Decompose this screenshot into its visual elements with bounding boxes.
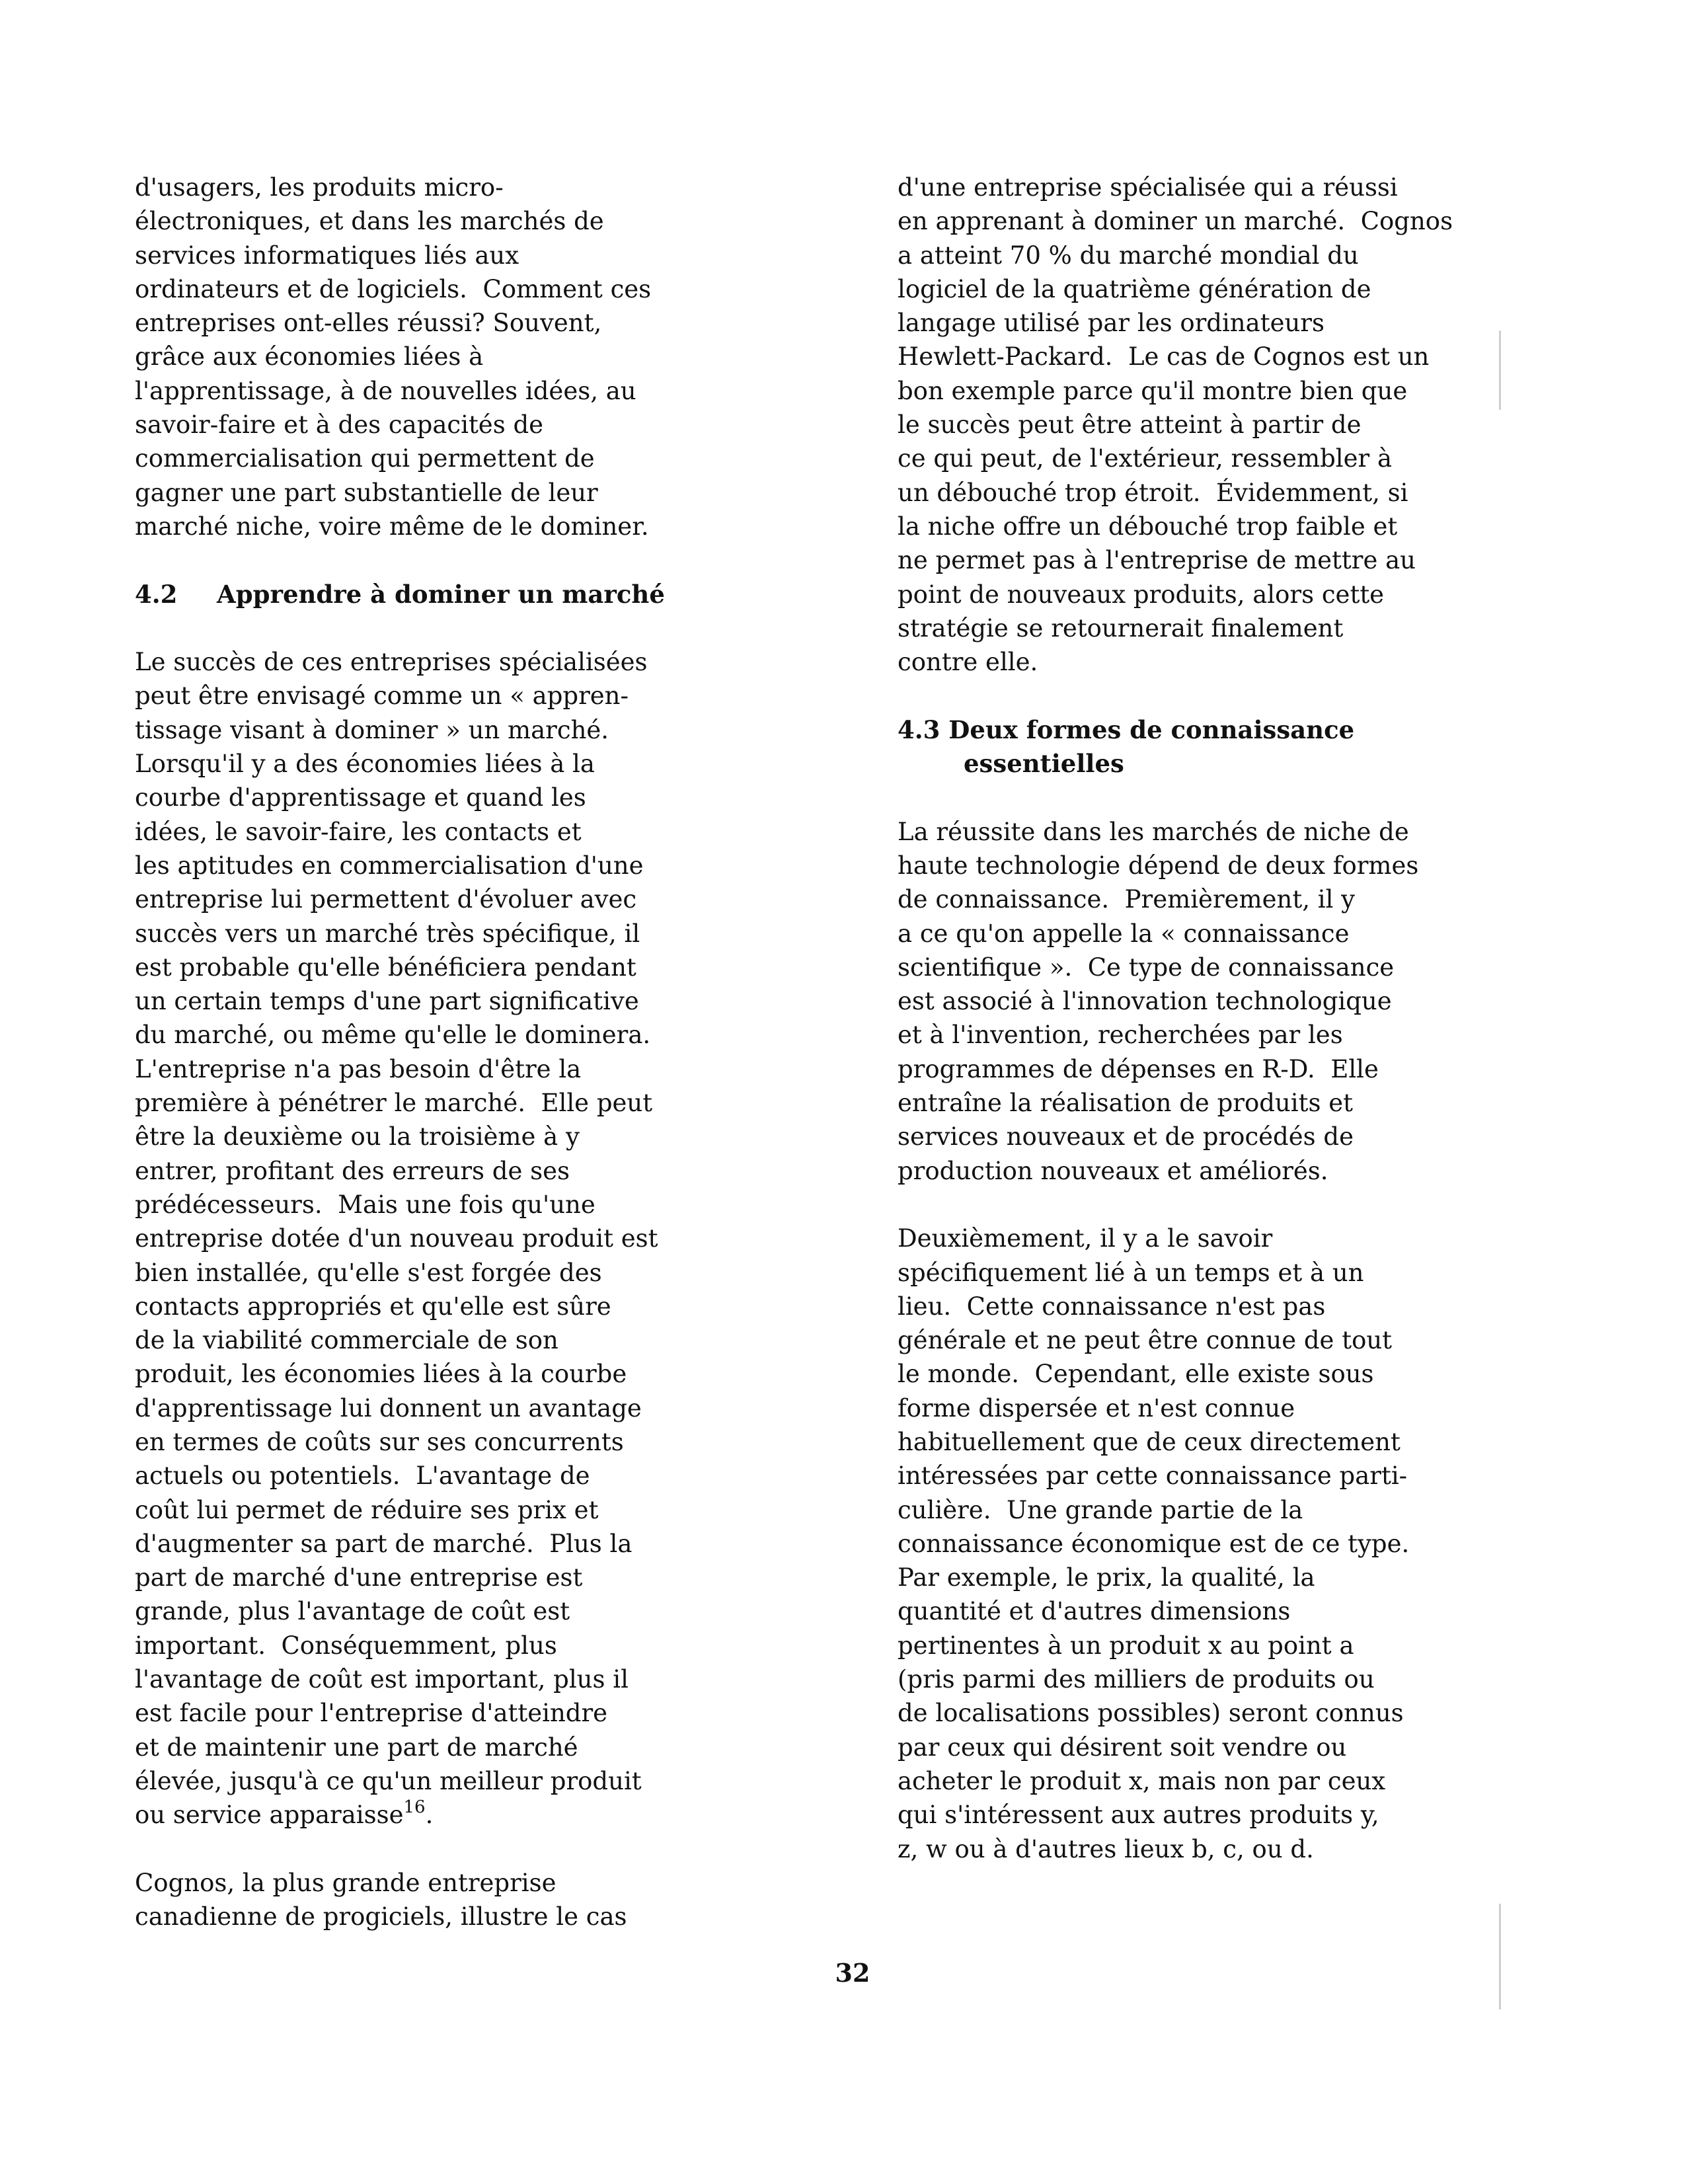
text-line: langage utilisé par les ordinateurs — [898, 309, 1324, 338]
text-line: logiciel de la quatrième génération de — [898, 274, 1371, 303]
text-line: La réussite dans les marchés de niche de — [898, 817, 1409, 846]
text-line: en termes de coûts sur ses concurrents — [135, 1427, 624, 1456]
text-line: lieu. Cette connaissance n'est pas — [898, 1292, 1326, 1321]
text-line: services informatiques liés aux — [135, 241, 519, 270]
text-line: savoir-faire et à des capacités de — [135, 410, 544, 440]
text-fragment: . — [425, 1801, 434, 1830]
text-line: bon exemple parce qu'il montre bien que — [898, 376, 1408, 405]
footnote-reference[interactable]: 16 — [403, 1797, 426, 1818]
text-fragment: ou service apparaisse — [135, 1801, 404, 1830]
text-line: succès vers un marché très spécifique, il — [135, 919, 640, 948]
text-line: première à pénétrer le marché. Elle peut — [135, 1089, 653, 1118]
paragraph — [135, 171, 802, 543]
text-line: grâce aux économies liées à — [135, 342, 484, 371]
text-line: point de nouveaux produits, alors cette — [898, 580, 1385, 609]
text-line: L'entreprise n'a pas besoin d'être la — [135, 1054, 582, 1083]
text-line: culière. Une grande partie de la — [898, 1495, 1303, 1524]
text-line: stratégie se retournerait finalement — [898, 613, 1344, 643]
text-line: commercialisation qui permettent de — [135, 444, 595, 473]
right-column — [898, 171, 1598, 1866]
text-line: produit, les économies liées à la courbe — [135, 1360, 627, 1389]
text-line: z, w ou à d'autres lieux b, c, ou d. — [898, 1834, 1314, 1863]
text-line: part de marché d'une entreprise est — [135, 1563, 583, 1592]
text-line: un certain temps d'une part significative — [135, 987, 639, 1016]
text-line: Hewlett-Packard. Le cas de Cognos est un — [898, 342, 1430, 371]
left-column — [135, 171, 802, 1933]
text-line: scientifique ». Ce type de connaissance — [898, 953, 1395, 982]
text-line: de localisations possibles) seront connus — [898, 1699, 1404, 1728]
text-line: production nouveaux et améliorés. — [898, 1156, 1328, 1185]
text-line: et de maintenir une part de marché — [135, 1733, 578, 1762]
section-title: 4.3 Deux formes de connaissance — [898, 715, 1355, 744]
text-line: a atteint 70 % du marché mondial du — [898, 241, 1359, 270]
text-line: contre elle. — [898, 648, 1038, 677]
text-line: élevée, jusqu'à ce qu'un meilleur produit — [135, 1766, 642, 1795]
text-line: entreprise lui permettent d'évoluer avec — [135, 885, 637, 914]
text-line: tissage visant à dominer » un marché. — [135, 715, 609, 744]
text-line: est probable qu'elle bénéficiera pendant — [135, 953, 636, 982]
text-line: est facile pour l'entreprise d'atteindre — [135, 1699, 608, 1728]
text-line: Lorsqu'il y a des économies liées à la — [135, 750, 595, 779]
text-line: prédécesseurs. Mais une fois qu'une — [135, 1190, 595, 1219]
section-title: Apprendre à dominer un marché — [217, 579, 665, 609]
text-line: Deuxièmement, il y a le savoir — [898, 1224, 1273, 1253]
text-line: canadienne de progiciels, illustre le cas — [135, 1902, 627, 1931]
text-line: entreprise dotée d'un nouveau produit est — [135, 1224, 658, 1253]
text-line: Par exemple, le prix, la qualité, la — [898, 1563, 1315, 1592]
text-line: services nouveaux et de procédés de — [898, 1122, 1354, 1151]
text-line: la niche offre un débouché trop faible et — [898, 512, 1398, 541]
text-line: programmes de dépenses en R-D. Elle — [898, 1054, 1379, 1083]
text-line: coût lui permet de réduire ses prix et — [135, 1495, 599, 1524]
paragraph — [898, 171, 1598, 679]
text-line: le monde. Cependant, elle existe sous — [898, 1360, 1374, 1389]
text-line: bien installée, qu'elle s'est forgée des — [135, 1258, 602, 1287]
paragraph — [898, 815, 1598, 1188]
text-line: haute technologie dépend de deux formes — [898, 851, 1419, 880]
text-line: en apprenant à dominer un marché. Cognos — [898, 207, 1453, 236]
scan-artifact — [1499, 1904, 1501, 2009]
text-line: (pris parmi des milliers de produits ou — [898, 1665, 1375, 1694]
text-line: pertinentes à un produit x au point a — [898, 1631, 1354, 1660]
paragraph — [135, 1866, 802, 1934]
text-line: grande, plus l'avantage de coût est — [135, 1597, 570, 1626]
paragraph — [135, 645, 802, 1832]
text-line: intéressées par cette connaissance parti- — [898, 1462, 1408, 1491]
paragraph — [898, 1222, 1598, 1866]
text-line: Cognos, la plus grande entreprise — [135, 1868, 556, 1897]
scan-artifact — [1499, 331, 1501, 410]
text-line: est associé à l'innovation technologique — [898, 987, 1392, 1016]
text-line: forme dispersée et n'est connue — [898, 1393, 1295, 1423]
text-line-with-footnote — [135, 1798, 802, 1832]
section-heading-4-3 — [898, 713, 1598, 781]
section-title-continuation: essentielles — [964, 749, 1124, 779]
text-line: d'une entreprise spécialisée qui a réussi — [898, 173, 1398, 202]
text-line: actuels ou potentiels. L'avantage de — [135, 1462, 590, 1491]
section-heading-4-2 — [135, 578, 802, 611]
text-line: d'usagers, les produits micro- — [135, 173, 504, 202]
text-line: de connaissance. Premièrement, il y — [898, 885, 1356, 914]
text-line: les aptitudes en commercialisation d'une — [135, 851, 644, 880]
text-line: spécifiquement lié à un temps et à un — [898, 1258, 1364, 1287]
text-line: contacts appropriés et qu'elle est sûre — [135, 1292, 611, 1321]
page-number: 32 — [835, 1958, 870, 1988]
section-number: 4.2 — [135, 579, 178, 609]
text-line: Le succès de ces entreprises spécialisées — [135, 648, 648, 677]
text-line: marché niche, voire même de le dominer. — [135, 512, 649, 541]
text-line: d'augmenter sa part de marché. Plus la — [135, 1529, 633, 1558]
text-line: un débouché trop étroit. Évidemment, si — [898, 478, 1408, 507]
text-line: par ceux qui désirent soit vendre ou — [898, 1733, 1347, 1762]
text-line: entrer, profitant des erreurs de ses — [135, 1156, 570, 1185]
text-line: courbe d'apprentissage et quand les — [135, 783, 586, 812]
text-line: le succès peut être atteint à partir de — [898, 410, 1362, 440]
text-line: connaissance économique est de ce type. — [898, 1529, 1410, 1558]
text-line: peut être envisagé comme un « appren- — [135, 682, 629, 711]
text-line: quantité et d'autres dimensions — [898, 1597, 1291, 1626]
text-line: et à l'invention, recherchées par les — [898, 1021, 1343, 1050]
text-line: du marché, ou même qu'elle le dominera. — [135, 1021, 651, 1050]
text-line: qui s'intéressent aux autres produits y, — [898, 1801, 1379, 1830]
text-line: entraîne la réalisation de produits et — [898, 1089, 1353, 1118]
text-line: l'avantage de coût est important, plus il — [135, 1665, 629, 1694]
text-line: a ce qu'on appelle la « connaissance — [898, 919, 1350, 948]
text-line: acheter le produit x, mais non par ceux — [898, 1766, 1386, 1795]
text-line: générale et ne peut être connue de tout — [898, 1326, 1393, 1355]
text-line: entreprises ont-elles réussi? Souvent, — [135, 309, 602, 338]
text-line: ce qui peut, de l'extérieur, ressembler à — [898, 444, 1393, 473]
text-line: gagner une part substantielle de leur — [135, 478, 598, 507]
text-line: ordinateurs et de logiciels. Comment ces — [135, 274, 652, 303]
text-line: l'apprentissage, à de nouvelles idées, au — [135, 376, 636, 405]
text-line: ne permet pas à l'entreprise de mettre au — [898, 546, 1416, 575]
text-line: de la viabilité commerciale de son — [135, 1326, 558, 1355]
text-line: électroniques, et dans les marchés de — [135, 207, 604, 236]
text-line: idées, le savoir-faire, les contacts et — [135, 817, 582, 846]
text-line: important. Conséquemment, plus — [135, 1631, 557, 1660]
text-line: d'apprentissage lui donnent un avantage — [135, 1393, 642, 1423]
text-line: habituellement que de ceux directement — [898, 1427, 1400, 1456]
text-line: être la deuxième ou la troisième à y — [135, 1122, 580, 1151]
